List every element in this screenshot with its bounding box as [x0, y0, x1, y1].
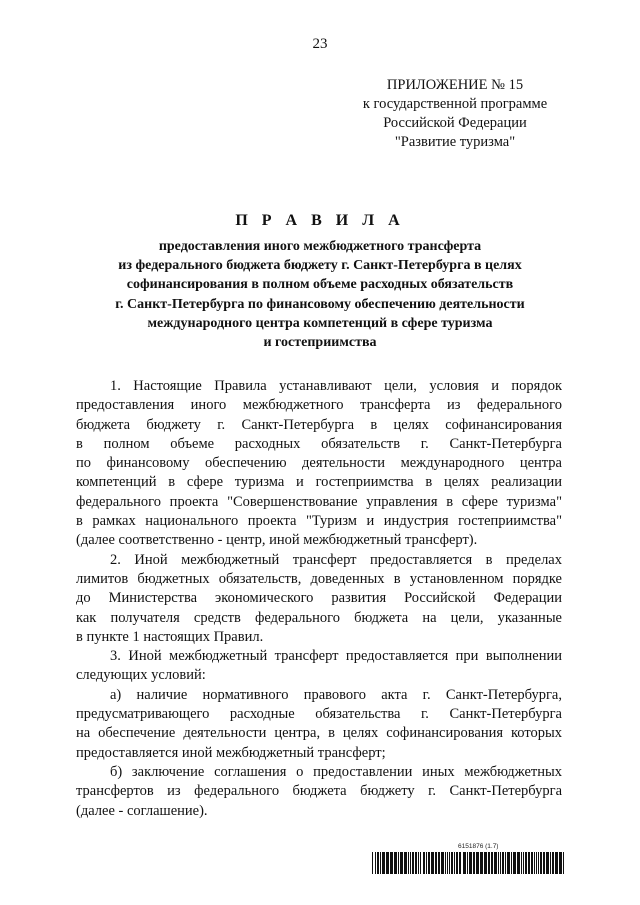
paragraph-1-line: бюджета бюджету г. Санкт-Петербурга в целях софинансирования [76, 416, 562, 433]
subtitle-line: предоставления иного межбюджетного трансферта [158, 239, 482, 254]
appendix-header [330, 76, 580, 152]
subitem-a-line: предоставляется иной межбюджетный трансферт; [76, 744, 386, 761]
paragraph-2-line: в пункте 1 настоящих Правил. [76, 628, 264, 645]
subitem-a-line: на обеспечение деятельности центра, в целях софинансирования которых [76, 725, 562, 742]
document-subtitle [70, 237, 570, 352]
paragraph-1-line: в рамках национального проекта "Туризм и индустрия гостеприимства" [76, 513, 562, 530]
appendix-program-name: "Развитие туризма" [394, 134, 516, 150]
paragraph-2-line: 2. Иной межбюджетный трансферт предоставляется в пределах [110, 551, 562, 568]
appendix-country: Российской Федерации [383, 115, 527, 131]
paragraph-1-line: (далее соответственно - центр, иной межбюджетный трансферт). [76, 532, 478, 549]
subitem-b-line: б) заключение соглашения о предоставлении иных межбюджетных [110, 763, 562, 780]
paragraph-1-line: федерального проекта "Совершенствование управления в сфере туризма" [76, 493, 562, 510]
subitem-a-line: а) наличие нормативного правового акта г. Санкт-Петербурга, [110, 686, 562, 703]
paragraph-1-line: предоставления иного межбюджетного трансферта из федерального [76, 397, 562, 414]
subtitle-line: софинансирования в полном объеме расходных обязательств [126, 277, 514, 293]
paragraph-2-line: лимитов бюджетных обязательств, доведенных в установленном порядке [76, 570, 562, 587]
document-body [76, 377, 562, 821]
subitem-a-line: предусматривающего расходные обязательства г. Санкт-Петербурга [76, 706, 562, 723]
paragraph-2-line: как получателя средств федерального бюджета на цели, указанные [76, 609, 562, 626]
subtitle-line: из федерального бюджета бюджету г. Санкт-Петербурга в целях [118, 258, 522, 274]
paragraph-1-line: в полном объеме расходных обязательств г. Санкт-Петербурга [76, 435, 562, 452]
appendix-number: ПРИЛОЖЕНИЕ № 15 [386, 77, 524, 93]
barcode-number: 6151876 (1.7) [458, 843, 499, 850]
paragraph-3-line: следующих условий: [76, 667, 206, 684]
paragraph-2-line: до Министерства экономического развития Российской Федерации [76, 590, 562, 607]
subtitle-line: международного центра компетенций в сфере туризма [147, 315, 493, 331]
subtitle-line: и гостеприимства [263, 335, 377, 351]
document-title: П Р А В И Л А [235, 212, 405, 229]
paragraph-1-line: по финансовому обеспечению деятельности международного центра [76, 455, 562, 472]
subitem-b-line: трансфертов из федерального бюджета бюджету г. Санкт-Петербурга [76, 783, 562, 800]
barcode-image [372, 852, 564, 874]
appendix-program: к государственной программе [362, 96, 548, 112]
subitem-b-line: (далее - соглашение). [76, 802, 208, 819]
paragraph-3-line: 3. Иной межбюджетный трансферт предоставляется при выполнении [110, 648, 562, 665]
subtitle-line: г. Санкт-Петербурга по финансовому обеспечению деятельности [115, 296, 525, 312]
paragraph-1-line: 1. Настоящие Правила устанавливают цели, условия и порядок [110, 378, 562, 394]
paragraph-1-line: компетенций в сфере туризма и гостеприимства в целях реализации [76, 474, 562, 491]
page-number: 23 [312, 36, 328, 52]
